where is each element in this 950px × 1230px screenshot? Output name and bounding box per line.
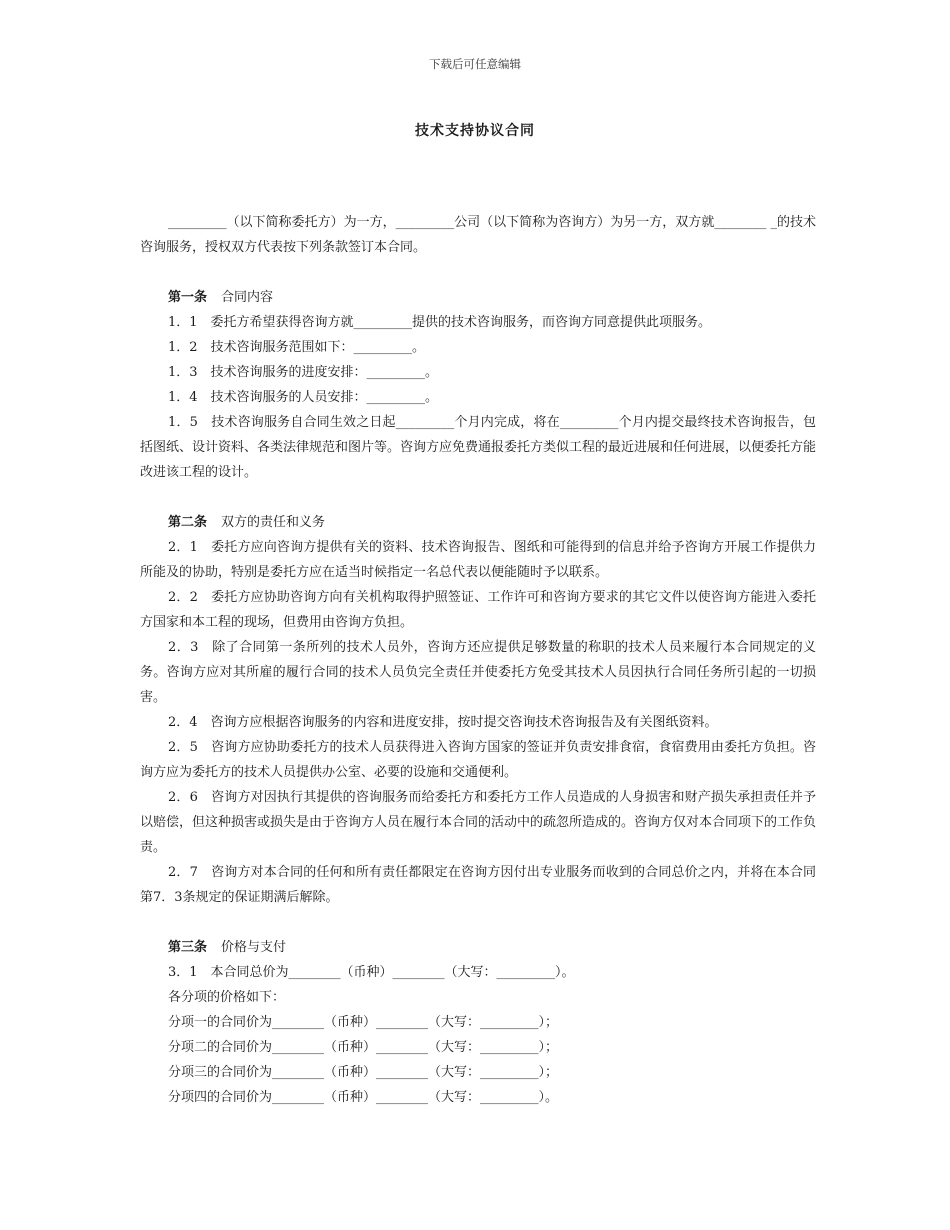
article-heading — [140, 935, 816, 960]
document-body — [140, 210, 816, 1135]
article-title: 价格与支付 — [221, 940, 287, 955]
clause-1-1: 1．1 委托方希望获得咨询方就_________提供的技术咨询服务，而咨询方同意提供此项服务。 — [168, 315, 712, 330]
article-label: 第三条 — [168, 940, 208, 955]
clause-1-3: 1．3 技术咨询服务的进度安排：_________。 — [168, 365, 439, 380]
price-item-1: 分项一的合同价为________（币种）________（大写：_________）； — [168, 1015, 559, 1030]
clause-2-3: 2．3 除了合同第一条所列的技术人员外，咨询方还应提供足够数量的称职的技术人员来履行本合同规定的义务。咨询方应对其所雇的履行合同的技术人员负完全责任并使委托方免受其技术人员因执行合同任务所引起的一切损害。 — [140, 640, 816, 705]
clause-3-1: 3．1 本合同总价为________（币种）________（大写：_________）。 — [168, 965, 575, 980]
header-note: 下载后可任意编辑 — [429, 57, 521, 71]
clause-2-5: 2．5 咨询方应协助委托方的技术人员获得进入咨询方国家的签证并负责安排食宿，食宿费用由委托方负担。咨询方应为委托方的技术人员提供办公室、必要的设施和交通便利。 — [140, 740, 816, 780]
article-2 — [140, 510, 816, 910]
document-title: 技术支持协议合同 — [415, 123, 535, 139]
article-1 — [140, 285, 816, 485]
article-heading — [140, 510, 816, 535]
price-breakdown-intro: 各分项的价格如下： — [168, 990, 286, 1005]
article-heading — [140, 285, 816, 310]
clause-1-2: 1．2 技术咨询服务范围如下：_________。 — [168, 340, 426, 355]
price-item-3: 分项三的合同价为________（币种）________（大写：_________）； — [168, 1065, 559, 1080]
clause-1-5: 1．5 技术咨询服务自合同生效之日起_________个月内完成，将在_________个月内提交最终技术咨询报告，包括图纸、设计资料、各类法律规范和图片等。咨询方应免费通报委托方类似工程的最近进展和任何进展，以便委托方能改进该工程的设计。 — [140, 415, 817, 480]
intro-paragraph: _________（以下简称委托方）为一方，_________公司（以下简称为咨询方）为另一方，双方就________ _的技术咨询服务，授权双方代表按下列条款签订本合同。 — [140, 215, 816, 255]
clause-2-2: 2．2 委托方应协助咨询方向有关机构取得护照签证、工作许可和咨询方要求的其它文件以使咨询方能进入委托方国家和本工程的现场，但费用由咨询方负担。 — [140, 590, 816, 630]
article-3 — [140, 935, 816, 1110]
price-item-2: 分项二的合同价为________（币种）________（大写：_________）； — [168, 1040, 559, 1055]
article-title: 合同内容 — [221, 290, 274, 305]
article-label: 第一条 — [168, 290, 208, 305]
article-label: 第二条 — [168, 515, 208, 530]
clause-2-6: 2．6 咨询方对因执行其提供的咨询服务而给委托方和委托方工作人员造成的人身损害和财产损失承担责任并予以赔偿，但这种损害或损失是由于咨询方人员在履行本合同的活动中的疏忽所造成的。咨询方仅对本合同项下的工作负责。 — [140, 790, 817, 855]
price-item-4: 分项四的合同价为________（币种）________（大写：_________）。 — [168, 1090, 559, 1105]
clause-1-4: 1．4 技术咨询服务的人员安排：_________。 — [168, 390, 439, 405]
article-title: 双方的责任和义务 — [221, 515, 326, 530]
clause-2-1: 2．1 委托方应向咨询方提供有关的资料、技术咨询报告、图纸和可能得到的信息并给予咨询方开展工作提供力所能及的协助，特别是委托方应在适当时候指定一名总代表以便能随时予以联系。 — [140, 540, 816, 580]
clause-2-7: 2．7 咨询方对本合同的任何和所有责任都限定在咨询方因付出专业服务而收到的合同总价之内，并将在本合同第7．3条规定的保证期满后解除。 — [140, 865, 816, 905]
clause-2-4: 2．4 咨询方应根据咨询服务的内容和进度安排，按时提交咨询技术咨询报告及有关图纸资料。 — [168, 715, 718, 730]
